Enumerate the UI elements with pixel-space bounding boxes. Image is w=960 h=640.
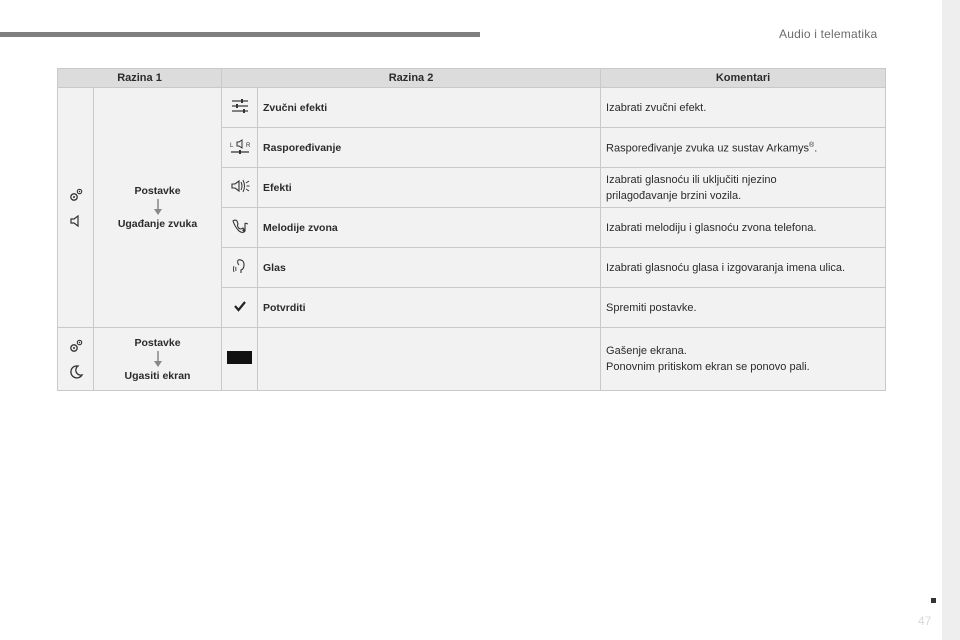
level2-name: Efekti xyxy=(258,168,601,208)
equalizer-icon xyxy=(230,98,250,114)
ringtone-icon xyxy=(230,217,250,235)
level1-label-settings: Postavke xyxy=(134,185,181,197)
black-screen-icon xyxy=(227,351,252,364)
level1-icons-cell xyxy=(58,88,94,328)
comment-line: Izabrati glasnoću ili uključiti njezino xyxy=(606,173,777,186)
comment-line: Gašenje ekrana. xyxy=(606,345,687,357)
comment-line: prilagođavanje brzini vozila. xyxy=(606,189,742,202)
comment: Izabrati zvučni efekt. xyxy=(601,88,886,128)
comment-text: Raspoređivanje zvuka uz sustav Arkamys xyxy=(606,142,810,155)
page-header-title: Audio i telematika xyxy=(779,27,878,41)
side-strip xyxy=(942,0,960,640)
comment-end: . xyxy=(814,142,818,155)
svg-text:L: L xyxy=(229,143,233,149)
voice-icon xyxy=(230,257,250,275)
level2-name: Zvučni efekti xyxy=(258,88,601,128)
checkmark-icon xyxy=(233,299,247,313)
level1-label-cell xyxy=(94,88,222,328)
level2-icon-cell xyxy=(222,88,258,128)
balance-icon xyxy=(229,137,251,155)
column-header-comments: Komentari xyxy=(601,69,886,88)
level2-name-empty xyxy=(258,328,601,391)
page-marker xyxy=(931,598,936,603)
comment: Spremiti postavke. xyxy=(601,288,886,328)
level2-icon-cell xyxy=(222,168,258,208)
table-header-row xyxy=(58,69,886,88)
column-header-level2: Razina 2 xyxy=(222,69,601,88)
comment xyxy=(601,328,886,391)
level2-icon-cell xyxy=(222,288,258,328)
comment xyxy=(601,168,886,208)
level2-icon-cell xyxy=(222,208,258,248)
level2-icon-cell xyxy=(222,248,258,288)
column-header-level1: Razina 1 xyxy=(58,69,222,88)
level1-label-sound: Ugađanje zvuka xyxy=(117,218,198,230)
registered-mark: ® xyxy=(809,142,815,150)
level2-name: Raspoređivanje xyxy=(258,128,601,168)
page-number: 47 xyxy=(918,614,932,628)
svg-text:R: R xyxy=(245,143,250,149)
level2-icon-cell xyxy=(222,128,258,168)
settings-icon xyxy=(68,338,84,354)
comment xyxy=(601,128,886,168)
level1-label-settings: Postavke xyxy=(134,336,181,349)
comment-line: Ponovnim pritiskom ekran se ponovo pali. xyxy=(606,361,810,373)
comment: Izabrati melodiju i glasnoću zvona telefona. xyxy=(601,208,886,248)
moon-icon xyxy=(68,364,84,380)
level1-icons-cell xyxy=(58,328,94,391)
level1-label-screen-off: Ugasiti ekran xyxy=(124,369,191,382)
comment: Izabrati glasnoću glasa i izgovaranja imena ulica. xyxy=(601,248,886,288)
level2-icon-cell xyxy=(222,328,258,391)
table-row xyxy=(58,88,886,128)
speaker-icon xyxy=(68,213,84,229)
level2-name: Glas xyxy=(258,248,601,288)
arrow-down-icon xyxy=(153,199,163,215)
settings-icon xyxy=(68,187,84,203)
top-decorative-bar xyxy=(0,32,480,37)
effects-icon xyxy=(230,177,250,195)
level2-name: Melodije zvona xyxy=(258,208,601,248)
level1-label-cell xyxy=(94,328,222,391)
level2-name: Potvrditi xyxy=(258,288,601,328)
arrow-down-icon xyxy=(153,351,163,367)
settings-table xyxy=(57,68,886,391)
table-row xyxy=(58,328,886,391)
